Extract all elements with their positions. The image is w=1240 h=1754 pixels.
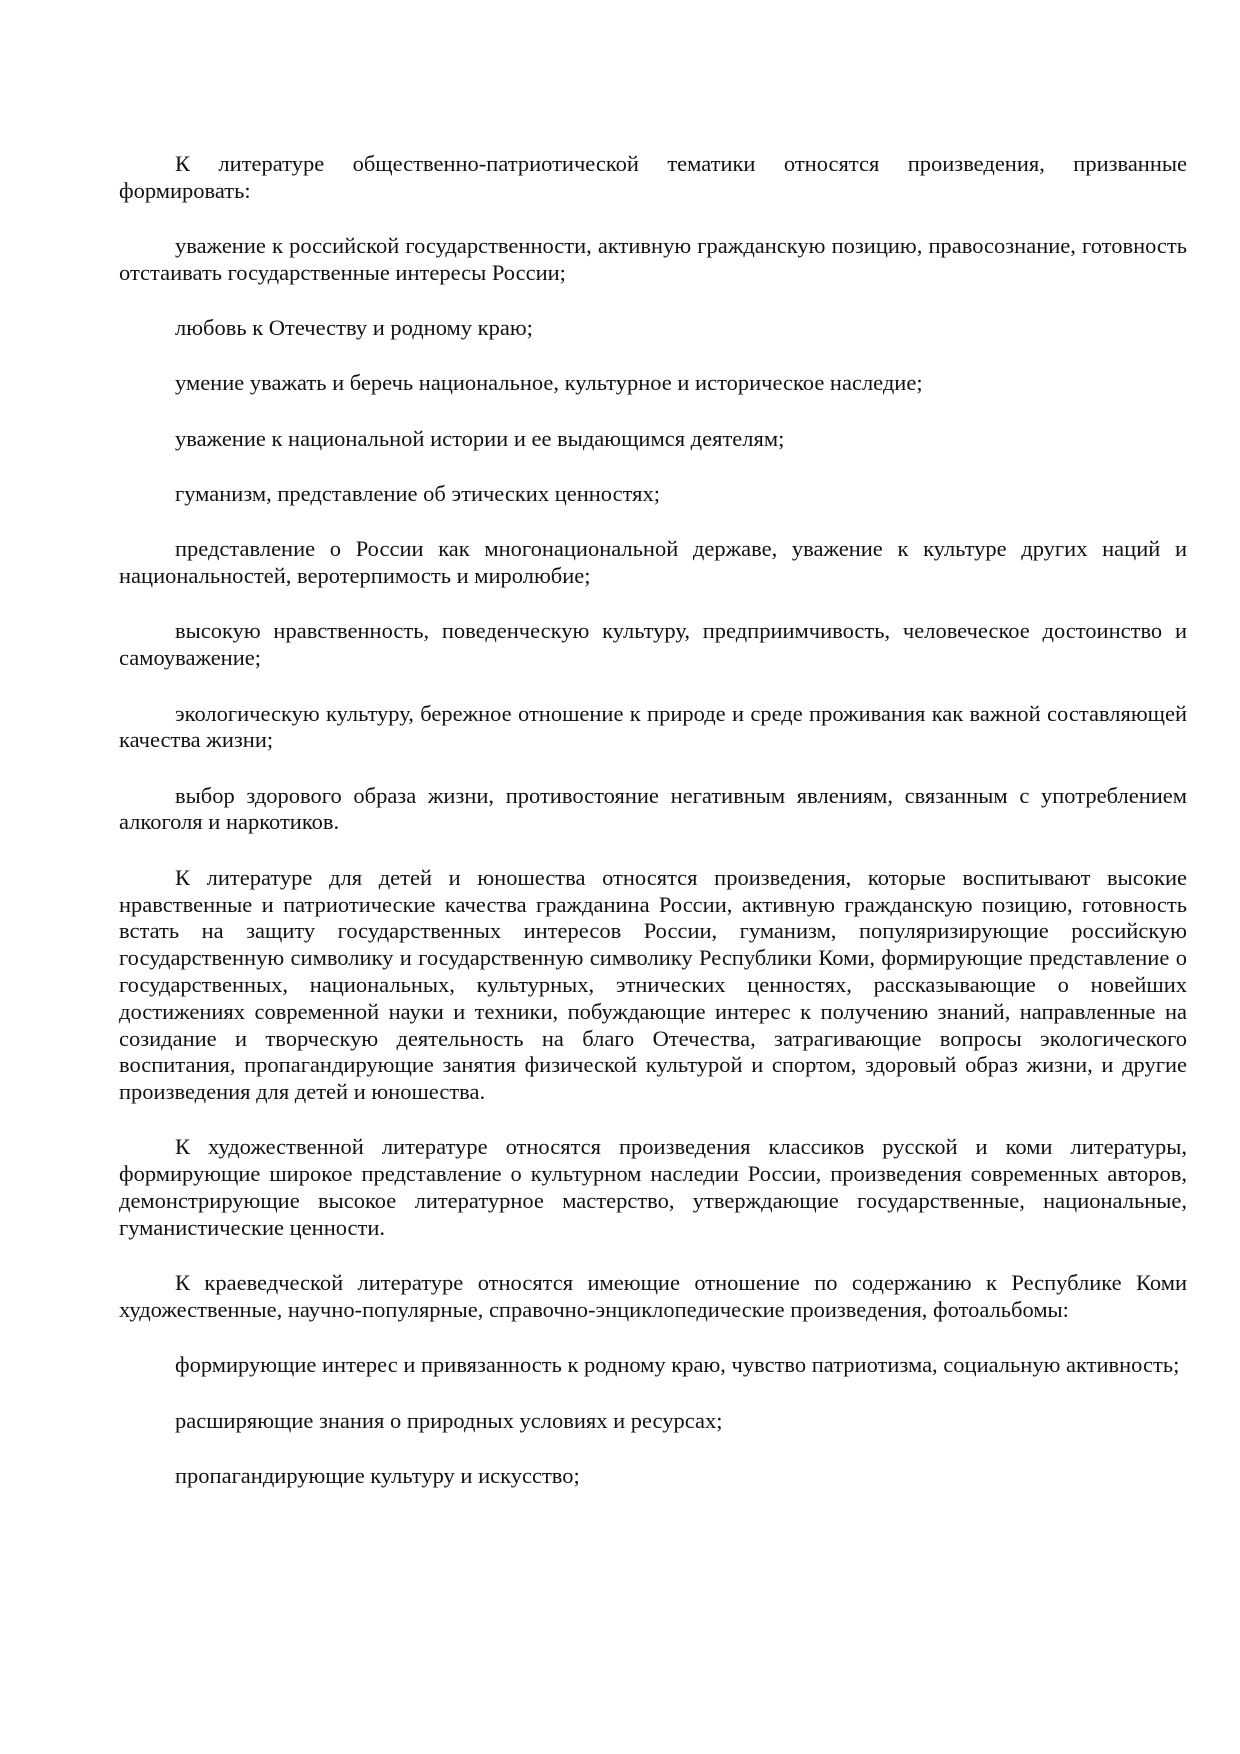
paragraph: любовь к Отечеству и родному краю; [175, 315, 533, 341]
paragraph: К художественной литературе относятся произведения классиков русской и коми литературы, формирующие широкое представление о культурном наследии России, произведения современных авторов, демонстрирующие высокое литературное мастерство, утверждающие государственные, национальные, гуманистические ценности. [119, 1134, 1187, 1240]
document-page [119, 151, 1187, 1518]
paragraph: экологическую культуру, бережное отношение к природе и среде проживания как важной составляющей качества жизни; [119, 700, 1187, 753]
paragraph: пропагандирующие культуру и искусство; [175, 1462, 580, 1488]
paragraph: уважение к российской государственности, активную гражданскую позицию, правосознание, готовность отстаивать государственные интересы России; [119, 233, 1187, 285]
paragraph: гуманизм, представление об этических ценностях; [175, 481, 660, 507]
paragraph: К литературе для детей и юношества относятся произведения, которые воспитывают высокие нравственные и патриотические качества гражданина России, активную гражданскую позицию, готовность встать на защиту государственных интересов России, гуманизм, популяризирующие российскую государственную символику и государственную символику Республики Коми, формирующие представление о государственных, национальных, культурных, этнических ценностях, рассказывающие о новейших достижениях современной науки и техники, побуждающие интерес к получению знаний, направленные на созидание и творческую деятельность на благо Отечества, затрагивающие вопросы экологического воспитания, пропагандирующие занятия физической культурой и спортом, здоровый образ жизни, и другие произведения для детей и юношества. [119, 864, 1187, 1105]
paragraph: умение уважать и беречь национальное, культурное и историческое наследие; [175, 370, 923, 396]
paragraph: К краеведческой литературе относятся имеющие отношение по содержанию к Республике Коми художественные, научно-популярные, справочно-энциклопедические произведения, фотоальбомы: [119, 1270, 1187, 1322]
paragraph: высокую нравственность, поведенческую культуру, предприимчивость, человеческое достоинство и самоуважение; [119, 618, 1187, 671]
paragraph: формирующие интерес и привязанность к родному краю, чувство патриотизма, социальную активность; [175, 1352, 1180, 1378]
paragraph: расширяющие знания о природных условиях и ресурсах; [175, 1407, 723, 1433]
paragraph: К литературе общественно-патриотической тематики относятся произведения, призванные формировать: [119, 151, 1187, 203]
paragraph: уважение к национальной истории и ее выдающимся деятелям; [175, 425, 785, 451]
paragraph: представление о России как многонациональной державе, уважение к культуре других наций и национальностей, веротерпимость и миролюбие; [119, 536, 1187, 589]
paragraph: выбор здорового образа жизни, противостояние негативным явлениям, связанным с употреблением алкоголя и наркотиков. [119, 782, 1187, 835]
